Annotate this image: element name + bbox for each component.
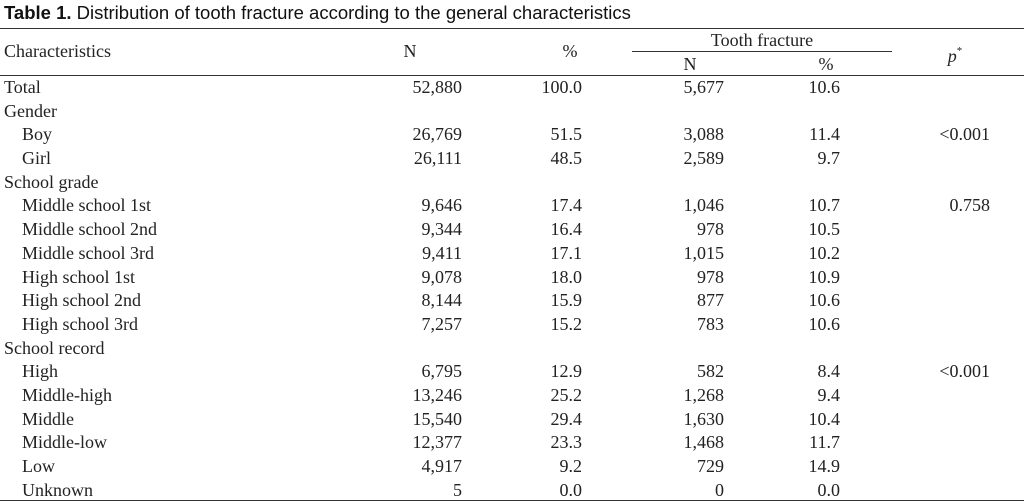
- cell-n: 7,257: [421, 313, 462, 334]
- table-row: [0, 431, 1024, 455]
- p-value-footnote-mark: *: [956, 45, 963, 57]
- cell-percent: 17.4: [550, 195, 582, 216]
- cell-percent: 25.2: [550, 384, 582, 405]
- cell-n: 9,078: [421, 266, 462, 287]
- column-header-tooth-fracture-n: N: [683, 54, 697, 74]
- cell-tooth-fracture-percent: 9.7: [817, 148, 840, 169]
- cell-tooth-fracture-n: 3,088: [683, 124, 724, 145]
- cell-tooth-fracture-n: 729: [697, 456, 724, 476]
- row-label: School grade: [4, 171, 99, 192]
- cell-tooth-fracture-percent: 10.6: [808, 313, 840, 334]
- table-row: [0, 76, 1024, 100]
- cell-percent: 15.9: [550, 290, 582, 311]
- cell-percent: 100.0: [541, 77, 582, 97]
- row-label: Total: [4, 77, 41, 97]
- cell-percent: 29.4: [550, 408, 582, 429]
- cell-tooth-fracture-percent: 10.6: [808, 77, 840, 97]
- row-label: High: [22, 361, 58, 382]
- cell-n: 4,917: [421, 456, 462, 476]
- cell-tooth-fracture-percent: 11.4: [809, 124, 840, 145]
- cell-tooth-fracture-n: 978: [697, 219, 724, 240]
- cell-tooth-fracture-percent: 10.5: [808, 219, 840, 240]
- cell-tooth-fracture-percent: 14.9: [808, 456, 840, 476]
- table-row: [0, 242, 1024, 266]
- row-label: High school 3rd: [22, 313, 138, 334]
- row-label: Middle school 3rd: [22, 242, 154, 263]
- cell-n: 13,246: [412, 384, 462, 405]
- table-row: [0, 479, 1024, 503]
- cell-p-value: 0.758: [949, 195, 990, 216]
- cell-percent: 9.2: [559, 456, 582, 476]
- cell-p-value: <0.001: [939, 124, 990, 145]
- cell-percent: 15.2: [550, 313, 582, 334]
- tooth-fracture-span-rule: [632, 51, 892, 52]
- cell-tooth-fracture-n: 1,630: [683, 408, 724, 429]
- column-header-n: N: [403, 41, 417, 61]
- table-body: [0, 76, 1024, 502]
- table-bottom-rule: [0, 500, 1024, 501]
- table-caption: [4, 0, 631, 26]
- cell-n: 9,411: [422, 242, 462, 263]
- table-row: [0, 123, 1024, 147]
- row-label: Unknown: [22, 479, 93, 500]
- table-row: [0, 147, 1024, 171]
- cell-percent: 0.0: [559, 479, 582, 500]
- cell-tooth-fracture-n: 877: [697, 290, 724, 311]
- row-label: High school 1st: [22, 266, 136, 287]
- row-label: High school 2nd: [22, 290, 141, 311]
- cell-percent: 51.5: [550, 124, 582, 145]
- row-label: School record: [4, 337, 105, 358]
- cell-tooth-fracture-percent: 0.0: [817, 479, 840, 500]
- cell-tooth-fracture-n: 0: [715, 479, 724, 500]
- table-row: [0, 455, 1024, 479]
- cell-n: 9,646: [421, 195, 462, 216]
- column-header-p-value: [940, 40, 970, 67]
- cell-tooth-fracture-n: 1,468: [683, 432, 724, 453]
- table-row: [0, 289, 1024, 313]
- cell-tooth-fracture-percent: 10.4: [808, 408, 840, 429]
- cell-tooth-fracture-percent: 8.4: [817, 361, 840, 382]
- cell-n: 5: [453, 479, 462, 500]
- table-caption-label: Table 1.: [4, 2, 72, 23]
- cell-percent: 12.9: [550, 361, 582, 382]
- cell-percent: 48.5: [550, 148, 582, 169]
- table-row: [0, 384, 1024, 408]
- cell-percent: 18.0: [550, 266, 582, 287]
- table-row: [0, 360, 1024, 384]
- cell-tooth-fracture-percent: 10.6: [808, 290, 840, 311]
- cell-n: 12,377: [412, 432, 462, 453]
- cell-percent: 17.1: [550, 242, 582, 263]
- cell-tooth-fracture-percent: 10.2: [808, 242, 840, 263]
- cell-n: 9,344: [421, 219, 462, 240]
- cell-tooth-fracture-n: 2,589: [683, 148, 724, 169]
- cell-p-value: <0.001: [939, 361, 990, 382]
- row-label: Middle school 1st: [22, 195, 151, 216]
- table-row: [0, 313, 1024, 337]
- row-label: Middle: [22, 408, 74, 429]
- row-label: Gender: [4, 100, 57, 121]
- row-label: Middle-high: [22, 384, 112, 405]
- table-row: [0, 100, 1024, 124]
- cell-tooth-fracture-n: 783: [697, 313, 724, 334]
- cell-tooth-fracture-n: 5,677: [683, 77, 724, 97]
- cell-tooth-fracture-n: 1,268: [683, 384, 724, 405]
- cell-tooth-fracture-n: 1,046: [683, 195, 724, 216]
- cell-tooth-fracture-n: 582: [697, 361, 724, 382]
- cell-n: 8,144: [421, 290, 462, 311]
- cell-tooth-fracture-n: 978: [697, 266, 724, 287]
- cell-tooth-fracture-percent: 9.4: [817, 384, 840, 405]
- table-row: [0, 218, 1024, 242]
- cell-tooth-fracture-percent: 11.7: [809, 432, 840, 453]
- column-header-tooth-fracture-percent: %: [818, 54, 834, 74]
- cell-tooth-fracture-percent: 10.9: [808, 266, 840, 287]
- cell-n: 26,111: [413, 148, 462, 169]
- table-row: [0, 266, 1024, 290]
- table-row: [0, 408, 1024, 432]
- row-label: Middle-low: [22, 432, 107, 453]
- column-header-percent: %: [562, 41, 578, 61]
- column-header-characteristics: Characteristics: [4, 41, 111, 61]
- cell-n: 15,540: [412, 408, 462, 429]
- cell-percent: 23.3: [550, 432, 582, 453]
- cell-percent: 16.4: [550, 219, 582, 240]
- row-label: Boy: [22, 124, 53, 145]
- row-label: Low: [22, 456, 55, 476]
- cell-n: 26,769: [412, 124, 462, 145]
- row-label: Girl: [22, 148, 51, 169]
- table-row: [0, 194, 1024, 218]
- cell-n: 52,880: [412, 77, 462, 97]
- p-value-symbol: p: [947, 46, 957, 66]
- cell-tooth-fracture-n: 1,015: [683, 242, 724, 263]
- table-row: [0, 171, 1024, 195]
- column-header-tooth-fracture: Tooth fracture: [710, 30, 814, 50]
- row-label: Middle school 2nd: [22, 219, 157, 240]
- table-caption-text: Distribution of tooth fracture according to the general characteristics: [71, 2, 631, 23]
- cell-n: 6,795: [421, 361, 462, 382]
- table-row: [0, 337, 1024, 361]
- cell-tooth-fracture-percent: 10.7: [808, 195, 840, 216]
